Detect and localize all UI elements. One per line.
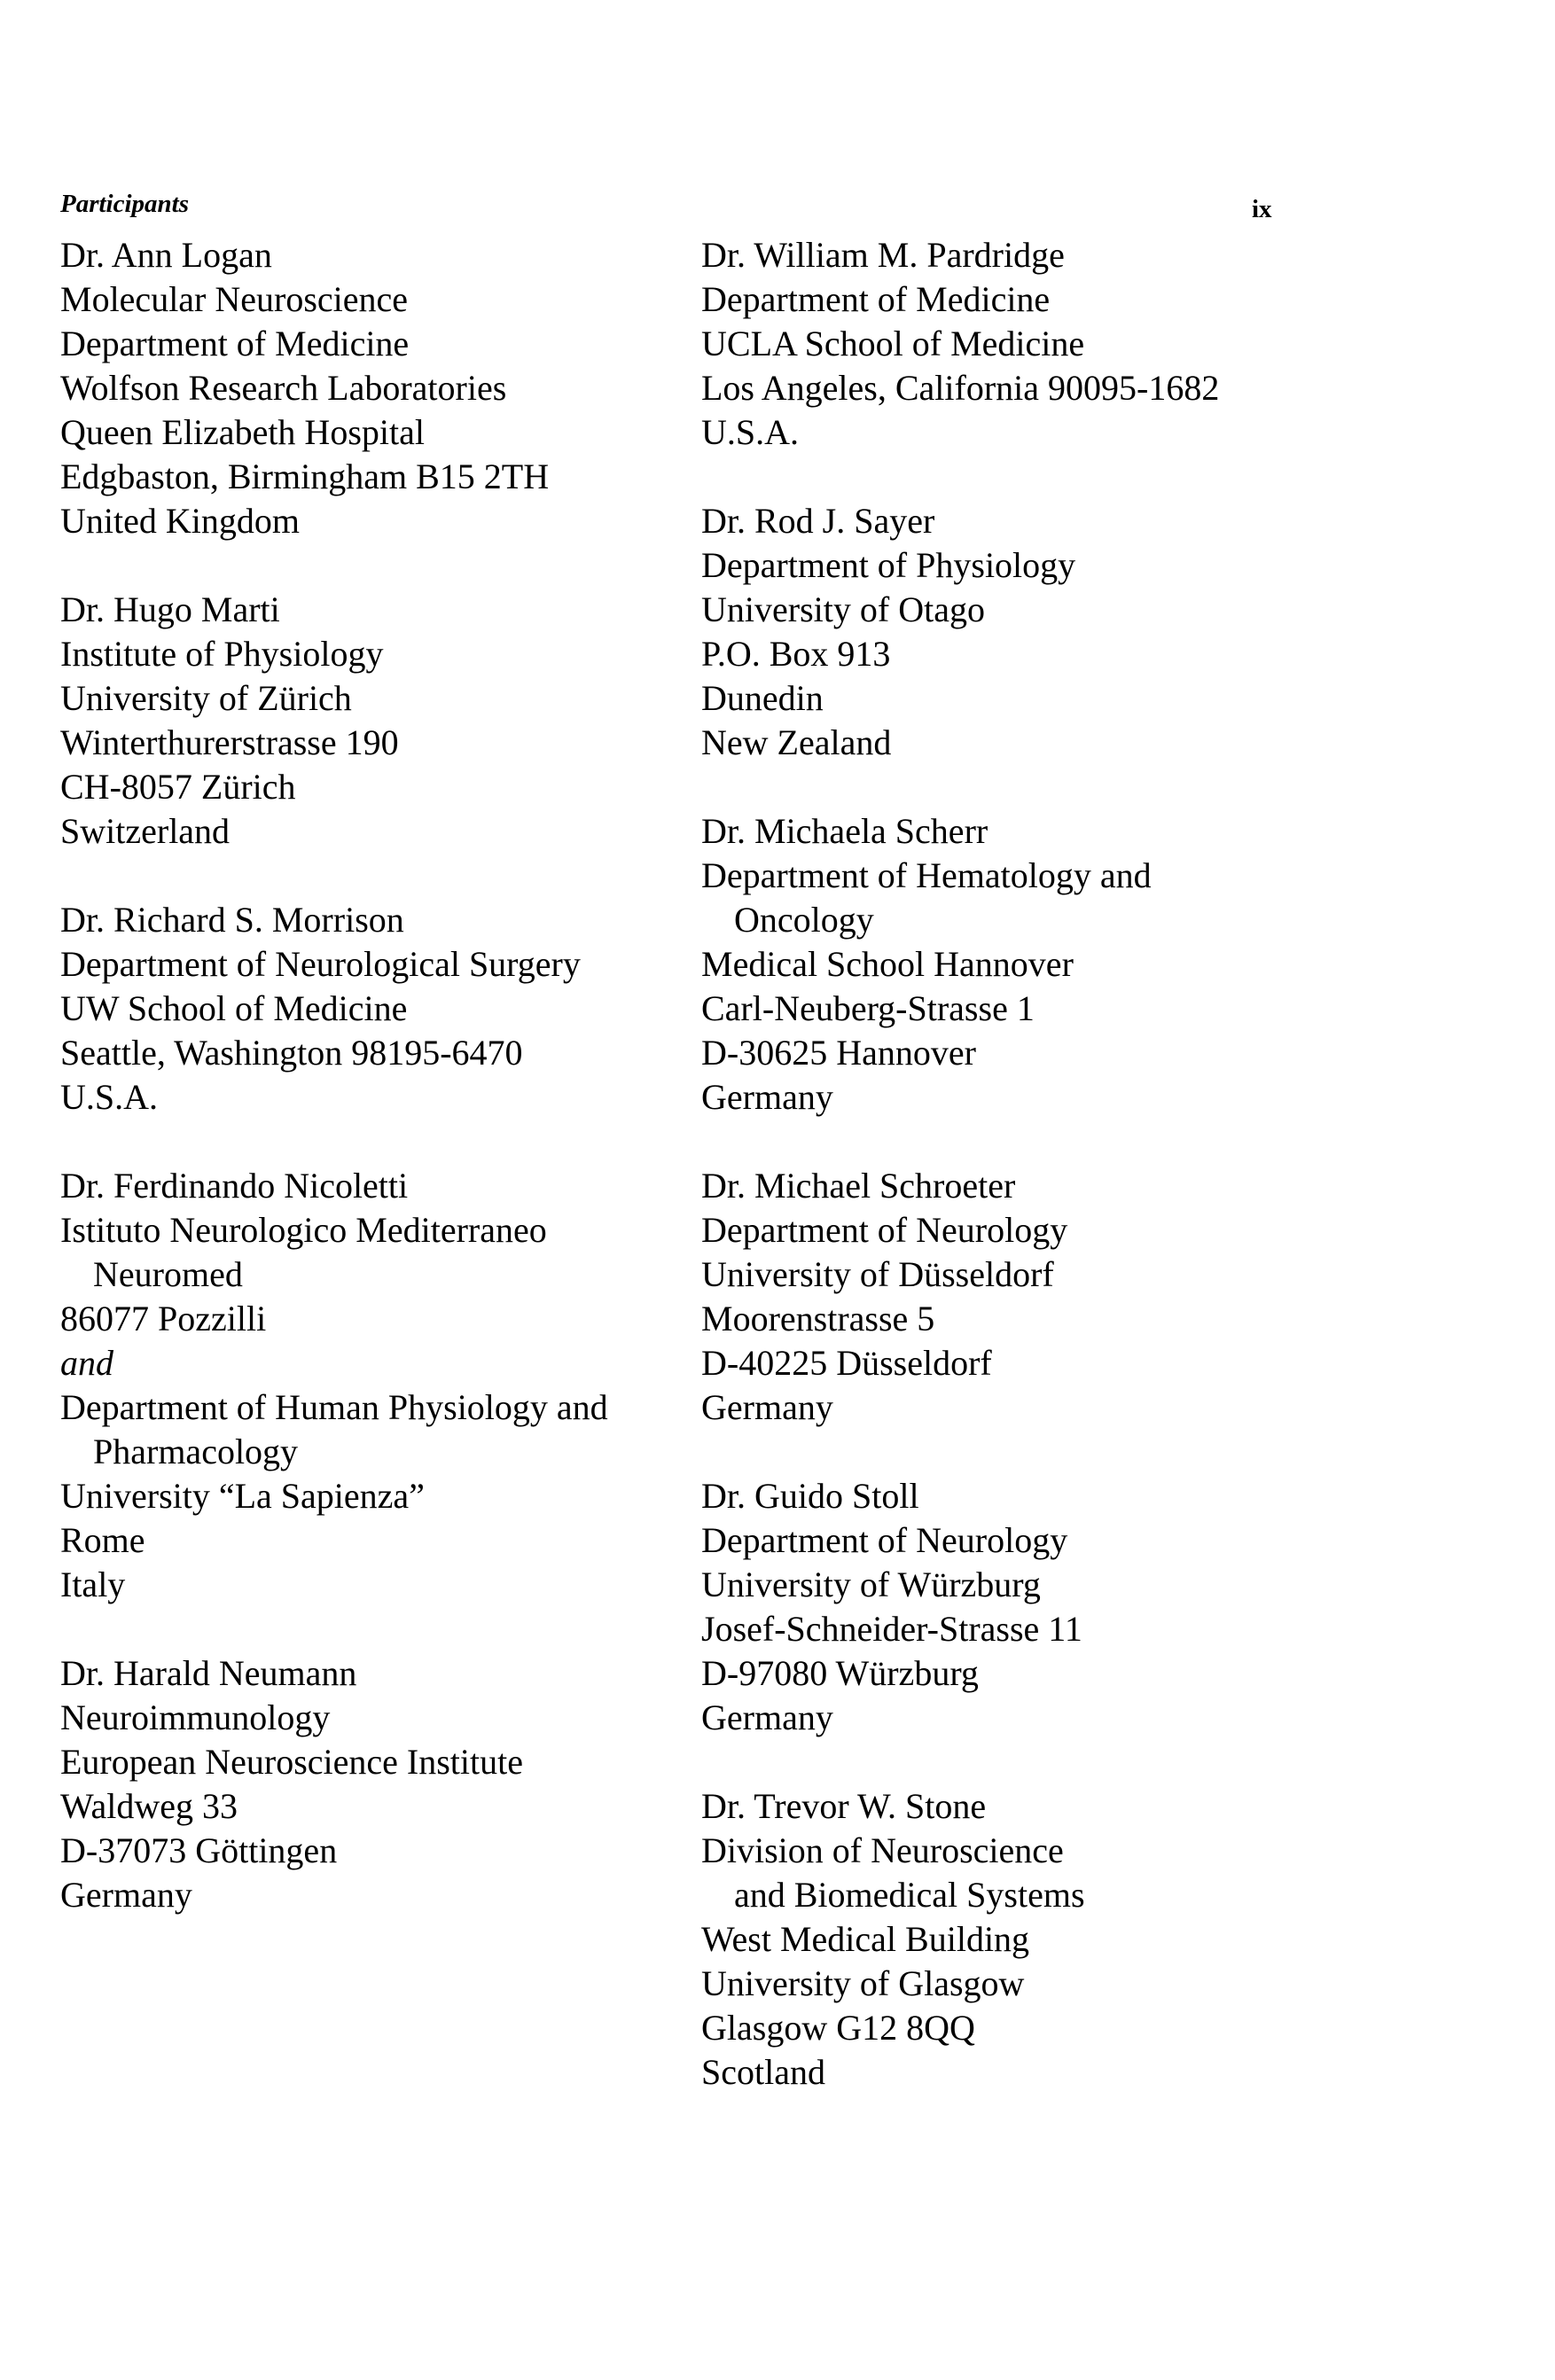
address-line: Switzerland [60, 811, 231, 851]
participant-entry [701, 1784, 1322, 2095]
address-line: U.S.A. [60, 1077, 159, 1117]
address-line: Josef-Schneider-Strasse 11 [701, 1609, 1082, 1649]
address-line: Department of Physiology [701, 545, 1076, 585]
address-line: West Medical Building [701, 1919, 1030, 1959]
address-line: United Kingdom [60, 501, 300, 541]
address-line: Germany [60, 1875, 192, 1915]
address-line: D-40225 Düsseldorf [701, 1343, 992, 1383]
address-line: Wolfson Research Laboratories [60, 368, 507, 408]
address-line: Winterthurerstrasse 190 [60, 722, 399, 762]
participant-name: Dr. Trevor W. Stone [701, 1786, 987, 1826]
address-line: Department of Neurology [701, 1520, 1068, 1560]
address-line: Department of Medicine [701, 279, 1051, 319]
participant-name: Dr. Hugo Marti [60, 589, 280, 629]
address-line: Germany [701, 1077, 833, 1117]
address-line: P.O. Box 913 [701, 634, 891, 674]
address-line: Los Angeles, California 90095-1682 [701, 368, 1220, 408]
address-line: Rome [60, 1520, 145, 1560]
address-line: Neuroimmunology [60, 1697, 331, 1737]
address-line: Moorenstrasse 5 [701, 1299, 935, 1338]
participants-column-right [701, 233, 1322, 2139]
participant-name: Dr. William M. Pardridge [701, 235, 1065, 275]
address-line: Department of Neurological Surgery [60, 944, 581, 984]
address-line: Department of Human Physiology and [60, 1387, 608, 1427]
address-line: Germany [701, 1387, 833, 1427]
address-line: Glasgow G12 8QQ [701, 2008, 975, 2048]
address-line: University of Glasgow [701, 1963, 1025, 2003]
address-line: and Biomedical Systems [734, 1875, 1085, 1915]
participant-name: Dr. Michael Schroeter [701, 1166, 1016, 1206]
address-line: Queen Elizabeth Hospital [60, 412, 425, 452]
address-line: University of Düsseldorf [701, 1254, 1054, 1294]
address-line: Seattle, Washington 98195-6470 [60, 1033, 523, 1073]
address-line: Neuromed [93, 1254, 243, 1294]
participant-entry [60, 233, 681, 543]
address-line: Oncology [734, 900, 874, 940]
address-line: University “La Sapienza” [60, 1476, 425, 1516]
address-line: Division of Neuroscience [701, 1830, 1064, 1870]
address-line: Istituto Neurologico Mediterraneo [60, 1210, 547, 1250]
running-head: Participants [60, 190, 190, 218]
address-line: Institute of Physiology [60, 634, 384, 674]
address-line: D-97080 Würzburg [701, 1653, 979, 1693]
address-line: 86077 Pozzilli [60, 1299, 267, 1338]
participant-entry [701, 233, 1322, 455]
address-line: and [60, 1343, 113, 1383]
address-line: New Zealand [701, 722, 892, 762]
address-line: Medical School Hannover [701, 944, 1074, 984]
participant-name: Dr. Guido Stoll [701, 1476, 919, 1516]
participant-entry [60, 588, 681, 854]
participants-column-left [60, 233, 681, 1962]
participant-entry [701, 809, 1322, 1120]
address-line: CH-8057 Zürich [60, 767, 296, 807]
address-line: University of Otago [701, 589, 985, 629]
participant-name: Dr. Richard S. Morrison [60, 900, 404, 940]
participant-name: Dr. Rod J. Sayer [701, 501, 935, 541]
address-line: Dunedin [701, 678, 824, 718]
address-line: D-37073 Göttingen [60, 1830, 338, 1870]
address-line: Molecular Neuroscience [60, 279, 409, 319]
address-line: University of Würzburg [701, 1565, 1041, 1604]
participant-name: Dr. Ferdinando Nicoletti [60, 1166, 409, 1206]
participant-entry [60, 898, 681, 1120]
address-line: UW School of Medicine [60, 988, 408, 1028]
page-number: ix [1252, 195, 1272, 223]
address-line: UCLA School of Medicine [701, 324, 1085, 363]
address-line: Scotland [701, 2052, 825, 2092]
address-line: Germany [701, 1697, 833, 1737]
address-line: Department of Medicine [60, 324, 410, 363]
participant-name: Dr. Ann Logan [60, 235, 272, 275]
participant-name: Dr. Harald Neumann [60, 1653, 357, 1693]
participant-entry [60, 1164, 681, 1607]
participant-entry [60, 1651, 681, 1917]
address-line: European Neuroscience Institute [60, 1742, 524, 1782]
address-line: U.S.A. [701, 412, 800, 452]
address-line: Italy [60, 1565, 126, 1604]
address-line: Pharmacology [93, 1432, 299, 1471]
participant-entry [701, 1474, 1322, 1740]
address-line: Edgbaston, Birmingham B15 2TH [60, 456, 550, 496]
participant-entry [701, 499, 1322, 765]
address-line: Department of Hematology and [701, 855, 1152, 895]
participant-name: Dr. Michaela Scherr [701, 811, 988, 851]
address-line: University of Zürich [60, 678, 352, 718]
address-line: D-30625 Hannover [701, 1033, 976, 1073]
address-line: Waldweg 33 [60, 1786, 238, 1826]
address-line: Carl-Neuberg-Strasse 1 [701, 988, 1035, 1028]
participant-entry [701, 1164, 1322, 1430]
address-line: Department of Neurology [701, 1210, 1068, 1250]
